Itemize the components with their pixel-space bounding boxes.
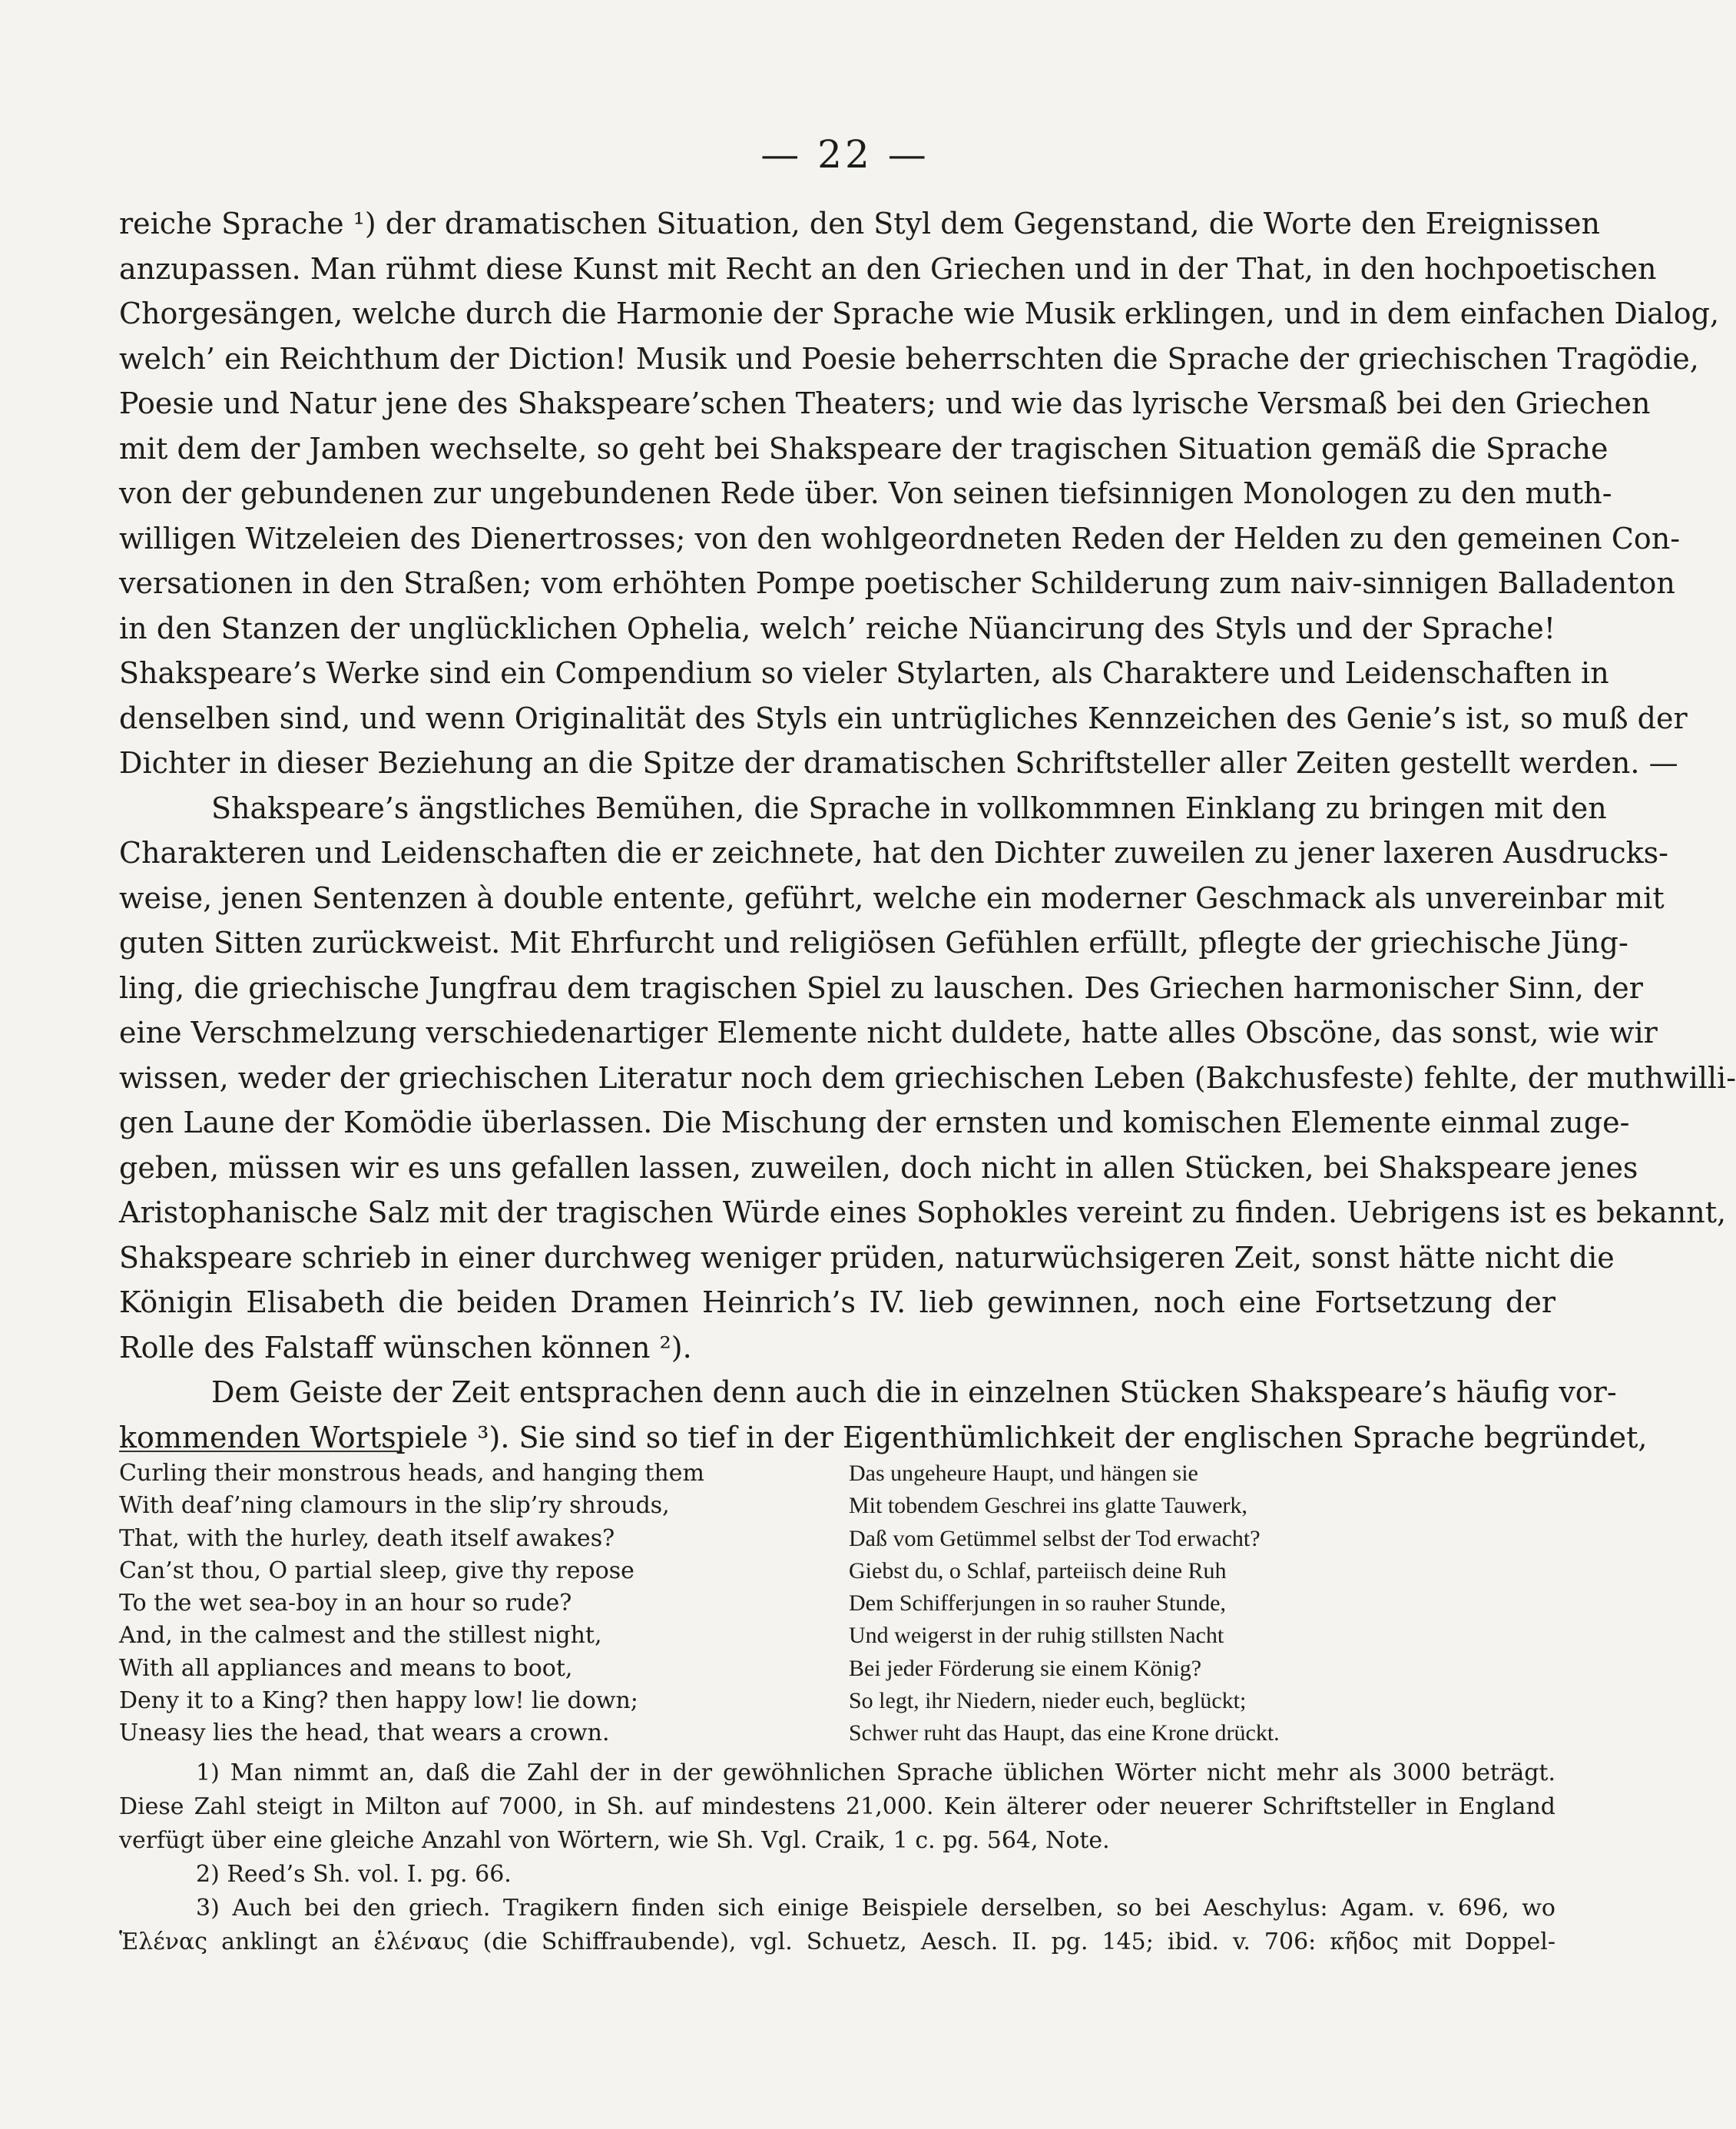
text-line: wissen, weder der griechischen Literatur noch dem griechischen Leben (Bakchusfeste) fehlte, der muthwilli- bbox=[119, 1060, 1736, 1095]
quote-line: To the wet sea-boy in an hour so rude? bbox=[119, 1590, 572, 1617]
text-line: welch’ ein Reichthum der Diction! Musik und Poesie beherrschten die Sprache der griechischen Tragödie, bbox=[119, 341, 1699, 376]
footnote-line: Ἑλένας anklingt an ἑλέναυς (die Schiffraubende), vgl. Schuetz, Aesch. II. pg. 145; ibid. v. 706: κῆδος mit Doppel- bbox=[119, 1928, 1555, 1955]
text-line: Charakteren und Leidenschaften die er zeichnete, hat den Dichter zuweilen zu jener laxeren Ausdrucks- bbox=[119, 836, 1668, 870]
text-line: kommenden Wortspiele ³). Sie sind so tief in der Eigenthümlichkeit der englischen Sprache begründet, bbox=[119, 1420, 1648, 1454]
quote-english-column bbox=[119, 1457, 810, 1750]
text-line: ling, die griechische Jungfrau dem tragischen Spiel zu lauschen. Des Griechen harmonischer Sinn, der bbox=[119, 970, 1643, 1005]
quote-german-column bbox=[849, 1457, 1540, 1750]
footnote-line: Diese Zahl steigt in Milton auf 7000, in Sh. auf mindestens 21,000. Kein älterer oder neuerer Schriftsteller in England bbox=[119, 1793, 1555, 1820]
text-line: weise, jenen Sentenzen à double entente, geführt, welche ein moderner Geschmack als unvereinbar mit bbox=[119, 880, 1665, 915]
quote-line: Und weigerst in der ruhig stillsten Nacht bbox=[849, 1623, 1224, 1649]
text-line: reiche Sprache ¹) der dramatischen Situation, den Styl dem Gegenstand, die Worte den Ereignissen bbox=[119, 207, 1600, 240]
text-line: Aristophanische Salz mit der tragischen Würde eines Sophokles vereint zu finden. Uebrigens ist es bekannt, bbox=[119, 1195, 1727, 1229]
quote-line: Das ungeheure Haupt, und hängen sie bbox=[849, 1461, 1198, 1486]
footnote-line: 1) Man nimmt an, daß die Zahl der in der gewöhnlichen Sprache üblichen Wörter nicht mehr als 3000 beträgt. bbox=[196, 1759, 1555, 1786]
paragraph-start-line: Dem Geiste der Zeit entsprachen denn auch die in einzelnen Stücken Shakspeare’s häufig vor- bbox=[211, 1375, 1617, 1409]
text-line: Chorgesängen, welche durch die Harmonie der Sprache wie Musik erklingen, und in dem einfachen Dialog, bbox=[119, 297, 1720, 330]
quote-line: Dem Schifferjungen in so rauher Stunde, bbox=[849, 1590, 1227, 1617]
text-line: Shakspeare schrieb in einer durchweg weniger prüden, naturwüchsigeren Zeit, sonst hätte nicht die bbox=[119, 1240, 1615, 1275]
text-line: geben, müssen wir es uns gefallen lassen, zuweilen, doch nicht in allen Stücken, bei Shakspeare jenes bbox=[119, 1150, 1638, 1185]
quote-line: Bei jeder Förderung sie einem König? bbox=[849, 1655, 1202, 1681]
text-line: Dichter in dieser Beziehung an die Spitze der dramatischen Schriftsteller aller Zeiten gestellt werden. — bbox=[119, 746, 1678, 780]
footnote-line: 2) Reed’s Sh. vol. I. pg. 66. bbox=[196, 1861, 512, 1888]
paragraph-end-line: Rolle des Falstaff wünschen können ²). bbox=[119, 1330, 692, 1365]
main-text bbox=[119, 201, 1736, 1460]
text-line: Poesie und Natur jene des Shakspeare’schen Theaters; und wie das lyrische Versmaß bei den Griechen bbox=[119, 386, 1651, 420]
quote-line: And, in the calmest and the stillest night, bbox=[119, 1622, 602, 1650]
footnote-divider bbox=[119, 1451, 399, 1452]
quote-line: Schwer ruht das Haupt, das eine Krone drückt. bbox=[849, 1720, 1280, 1746]
text-line: willigen Witzeleien des Dienertrosses; von den wohlgeordneten Reden der Helden zu den gemeinen Con- bbox=[119, 521, 1681, 555]
quote-line: Can’st thou, O partial sleep, give thy repose bbox=[119, 1557, 634, 1584]
text-line: Shakspeare’s Werke sind ein Compendium so vieler Stylarten, als Charaktere und Leidenschaften in bbox=[119, 656, 1609, 690]
quote-line: Uneasy lies the head, that wears a crown. bbox=[119, 1719, 610, 1747]
text-line: gen Laune der Komödie überlassen. Die Mischung der ernsten und komischen Elemente einmal zuge- bbox=[119, 1106, 1630, 1139]
text-line: von der gebundenen zur ungebundenen Rede über. Von seinen tiefsinnigen Monologen zu den muth- bbox=[119, 476, 1612, 510]
text-line: in den Stanzen der unglücklichen Ophelia, welch’ reiche Nüancirung des Styls und der Sprache! bbox=[119, 611, 1555, 645]
quote-line: Deny it to a King? then happy low! lie down; bbox=[119, 1687, 638, 1715]
text-line: mit dem der Jamben wechselte, so geht bei Shakspeare der tragischen Situation gemäß die Sprache bbox=[119, 431, 1608, 466]
footnote-line: verfügt über eine gleiche Anzahl von Wörtern, wie Sh. Vgl. Craik, 1 c. pg. 564, Note. bbox=[119, 1827, 1110, 1854]
text-line: Königin Elisabeth die beiden Dramen Heinrich’s IV. lieb gewinnen, noch eine Fortsetzung der bbox=[119, 1285, 1555, 1319]
quote-line: Giebst du, o Schlaf, parteiisch deine Ruh bbox=[849, 1557, 1227, 1583]
quote-line: Daß vom Getümmel selbst der Tod erwacht? bbox=[849, 1525, 1261, 1551]
text-line: denselben sind, und wenn Originalität des Styls ein untrügliches Kennzeichen des Genie’s ist, so muß der bbox=[119, 701, 1688, 735]
quote-line: With all appliances and means to boot, bbox=[119, 1654, 573, 1682]
text-line: versationen in den Straßen; vom erhöhten Pompe poetischer Schilderung zum naiv-sinnigen Balladenton bbox=[119, 566, 1675, 600]
quote-line: Curling their monstrous heads, and hanging them bbox=[119, 1460, 704, 1487]
quote-line: So legt, ihr Niedern, nieder euch, beglückt; bbox=[849, 1688, 1247, 1714]
text-line: eine Verschmelzung verschiedenartiger Elemente nicht duldete, hatte alles Obscöne, das sonst, wie wir bbox=[119, 1016, 1658, 1050]
quote-line: Mit tobendem Geschrei ins glatte Tauwerk, bbox=[849, 1493, 1247, 1519]
footnote-line: 3) Auch bei den griech. Tragikern finden sich einige Beispiele derselben, so bei Aeschylus: Agam. v. 696, wo bbox=[196, 1895, 1555, 1922]
text-line: anzupassen. Man rühmt diese Kunst mit Recht an den Griechen und in der That, in den hochpoetischen bbox=[119, 251, 1657, 286]
quote-line: That, with the hurley, death itself awakes? bbox=[119, 1524, 615, 1552]
quote-line: With deaf’ning clamours in the slip’ry shrouds, bbox=[119, 1492, 670, 1520]
page-number: — 22 — bbox=[760, 132, 929, 177]
paragraph-start-line: Shakspeare’s ängstliches Bemühen, die Sprache in vollkommnen Einklang zu bringen mit den bbox=[211, 791, 1607, 825]
text-line: guten Sitten zurückweist. Mit Ehrfurcht und religiösen Gefühlen erfüllt, pflegte der griechische Jüng- bbox=[119, 926, 1628, 960]
footnotes bbox=[119, 1756, 1555, 1959]
